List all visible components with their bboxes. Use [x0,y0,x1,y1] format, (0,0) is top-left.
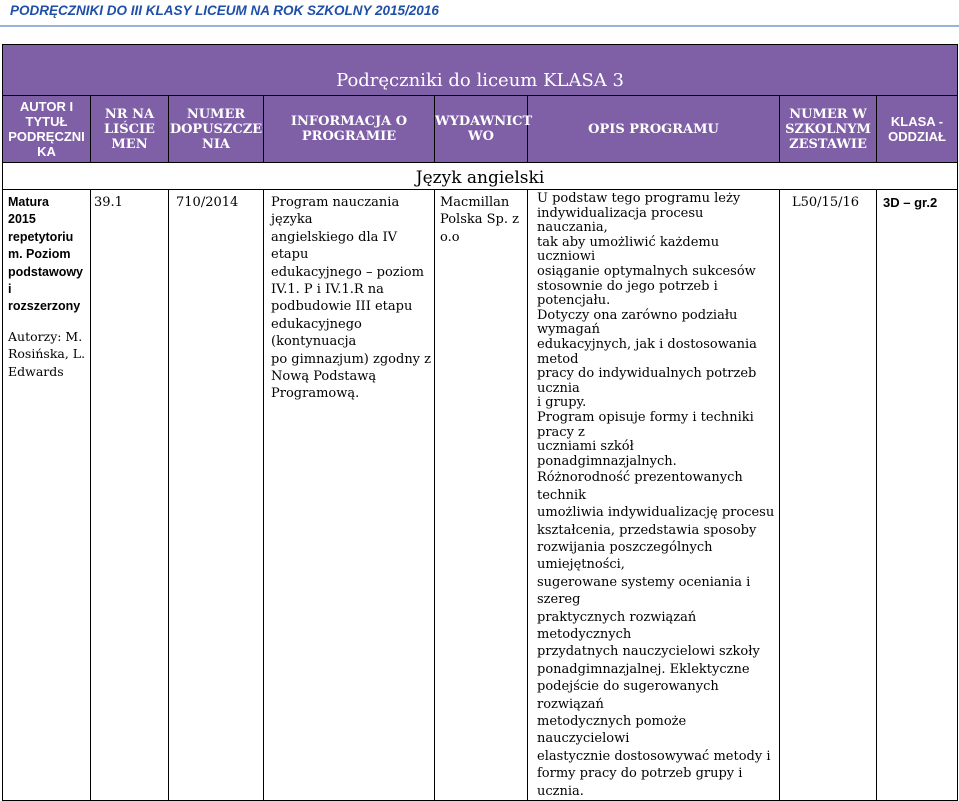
column-header-opis [528,96,780,163]
text-line: Polska Sp. z [440,212,519,228]
text-line: INFORMACJA O [290,114,408,129]
text-line: po gimnazjum) zgodny z [271,351,432,367]
cell-nr-men: 39.1 [91,190,169,801]
column-header-nr-men [91,96,169,163]
text-line: Edwards [8,363,64,379]
text-line: umożliwia indywidualizację procesu [537,505,775,521]
text-line: rozszerzony [8,299,81,314]
text-line: przydatnych nauczycielowi szkoły [537,644,760,660]
table-title: Podręczniki do liceum KLASA 3 [336,70,624,91]
section-title: Język angielski [415,168,545,188]
opis-text-part-1 [537,192,777,469]
text-line: AUTOR I [19,99,74,114]
text-line: osiąganie optymalnych sukcesów [537,263,756,279]
text-line: i [8,282,12,297]
text-line: podstawowy [8,264,84,279]
page-header [0,0,959,24]
book-title [8,194,86,316]
text-line: praktycznych rozwiązań metodycznych [537,609,697,642]
text-line: WYDAWNICT [435,114,533,129]
text-line: TYTUŁ [25,114,68,129]
text-line: ODDZIAŁ [888,129,946,144]
column-header-wydawnictwo [435,96,533,163]
text-line: indywidualizacja procesu nauczania, [537,205,704,236]
text-line: Autorzy: M. [8,328,83,344]
text-line: Dotyczy ona zarówno podziału wymagań [537,307,738,338]
text-line: repetytoriu [8,229,74,244]
cell-informacja [264,190,435,801]
text-line: Rosińska, L. [8,346,86,362]
text-line: Matura [8,195,49,209]
header-divider [0,25,959,27]
text-line: NUMER W [789,106,867,122]
text-line: PODRĘCZNI [8,129,85,144]
text-line: Nową Podstawą [271,369,377,385]
book-authors [8,328,86,380]
column-header-numer-w-zestawie [780,96,877,163]
table-title-cell [3,45,958,96]
text-line: tak aby umożliwić każdemu uczniowi [537,234,720,265]
text-line: angielskiego dla IV etapu [271,229,398,263]
text-line: m. Poziom [8,247,71,262]
text-line: ponadgimnazjalnej. Eklektyczne [537,661,750,677]
textbook-table [2,44,958,801]
text-line: U podstaw tego programu leży [537,191,741,206]
text-line: podbudowie III etapu [271,299,413,315]
text-line: Programową. [271,386,360,402]
text-line: WO [468,129,494,144]
text-line: formy pracy do potrzeb grupy i ucznia. [537,766,743,799]
text-line: ZESTAWIE [789,136,867,152]
text-line: NR NA [104,106,155,122]
text-line: o.o [440,229,460,245]
text-line: KLASA - [890,114,944,129]
text-line: stosownie do jego potrzeb i potencjału. [537,278,718,309]
text-line: uczniami szkół ponadgimnazjalnych. [537,439,677,469]
text-line: PROGRAMIE [301,129,397,144]
text-line: i grupy. [537,395,587,411]
text-line: metodycznych pomoże nauczycielowi [537,713,687,747]
cell-numer-w-zestawie: L50/15/16 [780,190,877,801]
text-line: edukacyjnego – poziom [271,264,424,280]
column-header-numer-dopuszczenia [169,96,264,163]
cell-opis [528,190,780,801]
cell-numer-dopuszczenia: 710/2014 [169,190,264,801]
column-header-author [3,96,91,163]
text-line: rozwijania poszczególnych umiejętności, [537,539,713,573]
text-line: edukacyjnych, jak i dostosowania metod [537,336,757,367]
text-line: NUMER [186,106,246,122]
text-line: Macmillan [440,195,510,210]
cell-klasa-oddzial: 3D – gr.2 [877,190,958,801]
column-header-informacja [264,96,435,163]
text-line: kształcenia, przedstawia sposoby [537,522,757,538]
text-line: sugerowane systemy oceniania i szereg [537,574,751,608]
column-header-row [3,96,958,163]
text-line: SZKOLNYM [785,121,871,137]
cell-author-title [3,190,91,801]
page-header-title: PODRĘCZNIKI DO III KLASY LICEUM NA ROK SZKOLNY 2015/2016 [10,3,439,18]
cell-wydawnictwo [435,190,528,801]
text-line: 2015 [8,212,36,227]
opis-text-part-2 [537,469,777,800]
text-line: elastycznie dostosowywać metody i [537,748,771,764]
text-line: Program opisuje formy i techniki pracy z [537,409,754,440]
table-row [3,190,958,801]
text-line: LIŚCIE [104,121,155,137]
text-line: Program nauczania języka [271,195,400,228]
text-line: MEN [111,136,148,152]
text-line: Różnorodność prezentowanych technik [537,470,743,503]
text-line: IV.1. P i IV.1.R na [271,282,384,298]
text-line: OPIS PROGRAMU [588,121,719,137]
section-row [3,163,958,190]
text-line: NIA [201,136,231,152]
column-header-klasa [877,96,958,163]
text-line: podejście do sugerowanych rozwiązań [537,679,719,712]
text-line: KA [37,144,56,159]
text-line: edukacyjnego (kontynuacja [271,316,362,350]
text-line: DOPUSZCZE [169,121,263,137]
text-line: pracy do indywidualnych potrzeb ucznia [537,366,757,396]
